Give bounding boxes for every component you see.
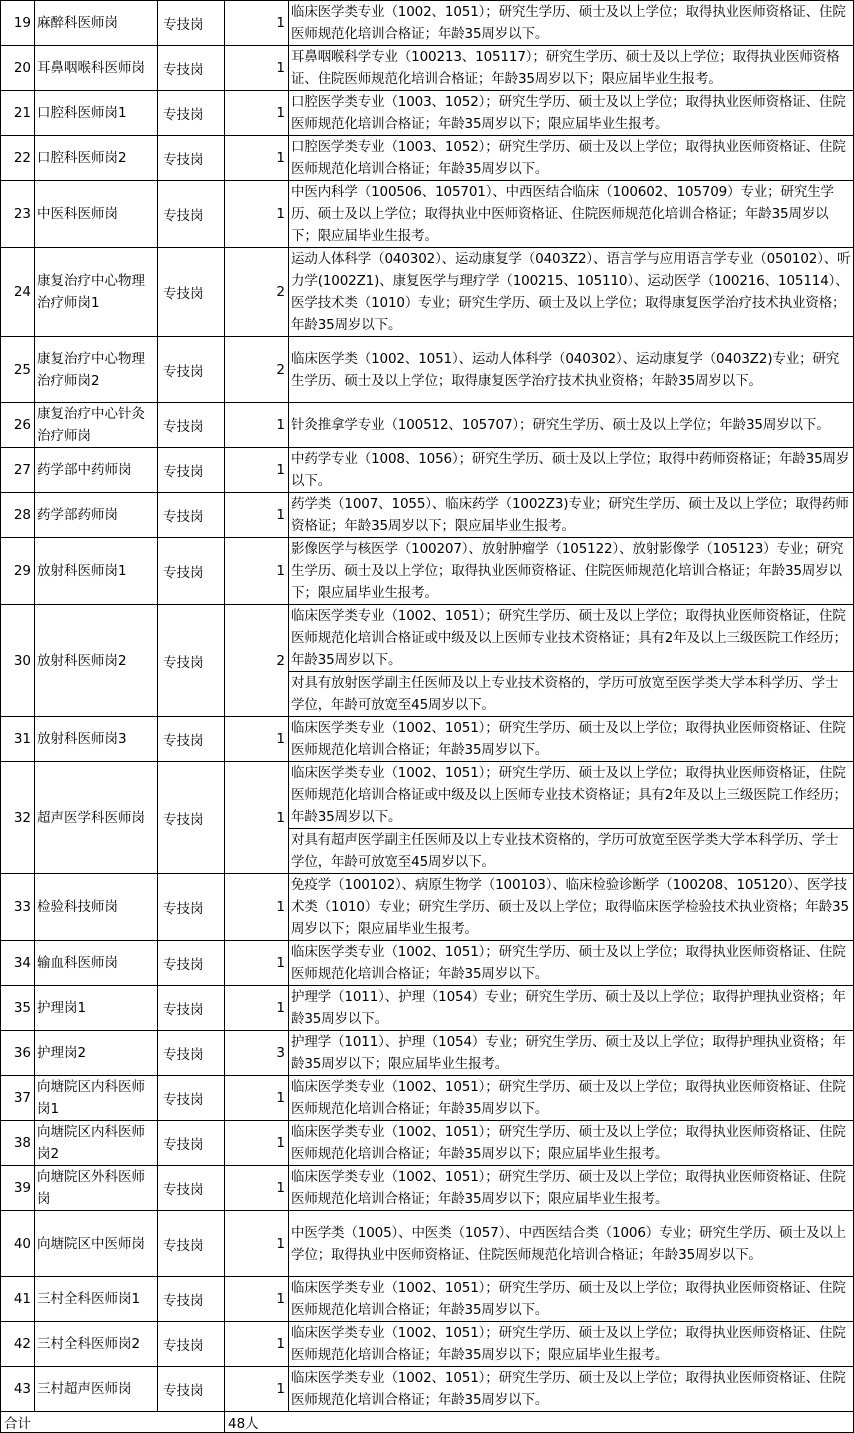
hire-count: 1 — [225, 493, 289, 538]
row-number: 32 — [1, 762, 35, 874]
post-type: 专技岗 — [158, 874, 225, 941]
post-type: 专技岗 — [158, 403, 225, 448]
post-type: 专技岗 — [158, 1211, 225, 1277]
requirements: 临床医学类专业（1002、1051）；研究生学历、硕士及以上学位；取得执业医师资格证，住院医师规范化培训合格证或中级及以上医师专业技术资格证；具有2年及以上三级医院工作经历；年龄35周岁以下。 — [289, 605, 854, 672]
requirements: 中医内科学（100506、105701）、中西医结合临床（100602、105709）专业；研究生学历、硕士及以上学位；取得执业中医师资格证、住院医师规范化培训合格证；年龄35周岁以下；限应届毕业生报考。 — [289, 181, 854, 248]
hire-count: 2 — [225, 337, 289, 403]
row-number: 39 — [1, 1166, 35, 1211]
table-row — [1, 605, 854, 672]
post-type: 专技岗 — [158, 762, 225, 874]
requirements: 口腔医学类专业（1003、1052）；研究生学历、硕士及以上学位；取得执业医师资格证、住院医师规范化培训合格证；年龄35周岁以下。 — [289, 136, 854, 181]
post-type: 专技岗 — [158, 493, 225, 538]
hire-count: 1 — [225, 1367, 289, 1412]
post-name: 向塘院区外科医师岗 — [35, 1166, 158, 1211]
requirements: 临床医学类专业（1002、1051）；研究生学历、硕士及以上学位；取得执业医师资格证、住院医师规范化培训合格证；年龄35周岁以下。 — [289, 941, 854, 986]
table-row — [1, 538, 854, 605]
hire-count: 1 — [225, 181, 289, 248]
requirements: 对具有超声医学副主任医师及以上专业技术资格的，学历可放宽至医学类大学本科学历、学士学位，年龄可放宽至45周岁以下。 — [289, 829, 854, 874]
requirements: 运动人体科学（040302）、运动康复学（0403Z2）、语言学与应用语言学专业（050102）、听力学(1002Z1)、康复医学与理疗学（100215、105110）、运动医学（100216、105114）、医学技术类（1010）专业；研究生学历、硕士及以上学位；取得康复医学治疗技术执业资格；年龄35周岁以下。 — [289, 248, 854, 337]
post-name: 放射科医师岗1 — [35, 538, 158, 605]
table-row — [1, 986, 854, 1031]
hire-count: 1 — [225, 1211, 289, 1277]
post-name: 向塘院区中医师岗 — [35, 1211, 158, 1277]
post-type: 专技岗 — [158, 1076, 225, 1121]
hire-count: 1 — [225, 136, 289, 181]
row-number: 41 — [1, 1277, 35, 1322]
requirements: 中医学类（1005）、中医类（1057）、中西医结合类（1006）专业；研究生学历、硕士及以上学位；取得执业中医师资格证、住院医师规范化培训合格证；年龄35周岁以下。 — [289, 1211, 854, 1277]
row-number: 33 — [1, 874, 35, 941]
table-row — [1, 1076, 854, 1121]
row-number: 37 — [1, 1076, 35, 1121]
table-row — [1, 448, 854, 493]
hire-count: 1 — [225, 941, 289, 986]
hire-count: 1 — [225, 91, 289, 136]
table-row — [1, 493, 854, 538]
post-type: 专技岗 — [158, 46, 225, 91]
post-type: 专技岗 — [158, 986, 225, 1031]
row-number: 31 — [1, 717, 35, 762]
post-type: 专技岗 — [158, 248, 225, 337]
post-name: 向塘院区内科医师岗1 — [35, 1076, 158, 1121]
row-number: 29 — [1, 538, 35, 605]
hire-count: 1 — [225, 874, 289, 941]
requirements: 免疫学（100102）、病原生物学（100103）、临床检验诊断学（100208、105120）、医学技术类（1010）专业；研究生学历、硕士及以上学位；取得临床医学检验技术执业资格；年龄35周岁以下；限应届毕业生报考。 — [289, 874, 854, 941]
hire-count: 2 — [225, 248, 289, 337]
row-number: 43 — [1, 1367, 35, 1412]
post-type: 专技岗 — [158, 538, 225, 605]
row-number: 38 — [1, 1121, 35, 1166]
post-name: 向塘院区内科医师岗2 — [35, 1121, 158, 1166]
hire-count: 1 — [225, 1277, 289, 1322]
hire-count: 1 — [225, 986, 289, 1031]
post-name: 药学部中药师岗 — [35, 448, 158, 493]
row-number: 24 — [1, 248, 35, 337]
row-number: 40 — [1, 1211, 35, 1277]
hire-count: 1 — [225, 538, 289, 605]
table-row — [1, 874, 854, 941]
table-row — [1, 941, 854, 986]
hire-count: 1 — [225, 762, 289, 874]
row-number: 21 — [1, 91, 35, 136]
post-name: 中医科医师岗 — [35, 181, 158, 248]
hire-count: 3 — [225, 1031, 289, 1076]
requirements: 护理学（1011）、护理（1054）专业；研究生学历、硕士及以上学位；取得护理执业资格；年龄35周岁以下；限应届毕业生报考。 — [289, 1031, 854, 1076]
requirements: 临床医学类专业（1002、1051）；研究生学历、硕士及以上学位；取得执业医师资格证、住院医师规范化培训合格证；年龄35周岁以下。 — [289, 1076, 854, 1121]
post-name: 护理岗2 — [35, 1031, 158, 1076]
table-body — [1, 1, 854, 1412]
table-row — [1, 181, 854, 248]
row-number: 22 — [1, 136, 35, 181]
hire-count: 1 — [225, 717, 289, 762]
post-name: 护理岗1 — [35, 986, 158, 1031]
post-name: 放射科医师岗3 — [35, 717, 158, 762]
post-name: 药学部药师岗 — [35, 493, 158, 538]
row-number: 42 — [1, 1322, 35, 1367]
post-type: 专技岗 — [158, 337, 225, 403]
requirements: 对具有放射医学副主任医师及以上专业技术资格的，学历可放宽至医学类大学本科学历、学士学位，年龄可放宽至45周岁以下。 — [289, 672, 854, 717]
requirements: 耳鼻咽喉科学专业（100213、105117）；研究生学历、硕士及以上学位；取得执业医师资格证、住院医师规范化培训合格证；年龄35周岁以下；限应届毕业生报考。 — [289, 46, 854, 91]
post-name: 康复治疗中心物理治疗师岗1 — [35, 248, 158, 337]
hire-count: 1 — [225, 1166, 289, 1211]
table-row — [1, 403, 854, 448]
requirements: 药学类（1007、1055）、临床药学（1002Z3)专业；研究生学历、硕士及以上学位；取得药师资格证；年龄35周岁以下；限应届毕业生报考。 — [289, 493, 854, 538]
row-number: 28 — [1, 493, 35, 538]
hire-count: 1 — [225, 1322, 289, 1367]
total-row — [1, 1412, 854, 1433]
row-number: 19 — [1, 1, 35, 46]
table-row — [1, 46, 854, 91]
hire-count: 1 — [225, 1076, 289, 1121]
post-type: 专技岗 — [158, 91, 225, 136]
table-row — [1, 248, 854, 337]
row-number: 35 — [1, 986, 35, 1031]
post-type: 专技岗 — [158, 717, 225, 762]
post-name: 超声医学科医师岗 — [35, 762, 158, 874]
post-type: 专技岗 — [158, 1031, 225, 1076]
hire-count: 1 — [225, 403, 289, 448]
post-name: 检验科技师岗 — [35, 874, 158, 941]
post-name: 口腔科医师岗2 — [35, 136, 158, 181]
table-row — [1, 91, 854, 136]
hire-count: 1 — [225, 1121, 289, 1166]
post-name: 三村全科医师岗1 — [35, 1277, 158, 1322]
row-number: 36 — [1, 1031, 35, 1076]
table-row — [1, 136, 854, 181]
post-type: 专技岗 — [158, 1, 225, 46]
table-row — [1, 1322, 854, 1367]
table-row — [1, 762, 854, 829]
post-type: 专技岗 — [158, 941, 225, 986]
table-row — [1, 1166, 854, 1211]
post-type: 专技岗 — [158, 181, 225, 248]
requirements: 临床医学类专业（1002、1051）；研究生学历、硕士及以上学位；取得执业医师资格证、住院医师规范化培训合格证；年龄35周岁以下。 — [289, 1277, 854, 1322]
requirements: 临床医学类专业（1002、1051）；研究生学历、硕士及以上学位；取得执业医师资格证、住院医师规范化培训合格证；年龄35周岁以下。 — [289, 1367, 854, 1412]
requirements: 中药学专业（1008、1056）；研究生学历、硕士及以上学位；取得中药师资格证；年龄35周岁以下。 — [289, 448, 854, 493]
post-name: 康复治疗中心物理治疗师岗2 — [35, 337, 158, 403]
post-type: 专技岗 — [158, 605, 225, 717]
requirements: 临床医学类专业（1002、1051）；研究生学历、硕士及以上学位；取得执业医师资格证、住院医师规范化培训合格证；年龄35周岁以下；限应届毕业生报考。 — [289, 1166, 854, 1211]
post-type: 专技岗 — [158, 136, 225, 181]
post-name: 耳鼻咽喉科医师岗 — [35, 46, 158, 91]
row-number: 20 — [1, 46, 35, 91]
hire-count: 1 — [225, 1, 289, 46]
table-row — [1, 1277, 854, 1322]
post-type: 专技岗 — [158, 1367, 225, 1412]
row-number: 25 — [1, 337, 35, 403]
table-row — [1, 1121, 854, 1166]
row-number: 30 — [1, 605, 35, 717]
row-number: 27 — [1, 448, 35, 493]
requirements: 影像医学与核医学（100207）、放射肿瘤学（105122）、放射影像学（105123）专业；研究生学历、硕士及以上学位；取得执业医师资格证、住院医师规范化培训合格证；年龄35周岁以下；限应届毕业生报考。 — [289, 538, 854, 605]
post-name: 麻醉科医师岗 — [35, 1, 158, 46]
table-row — [1, 1, 854, 46]
post-name: 康复治疗中心针灸治疗师岗 — [35, 403, 158, 448]
requirements: 护理学（1011）、护理（1054）专业；研究生学历、硕士及以上学位；取得护理执业资格；年龄35周岁以下。 — [289, 986, 854, 1031]
post-name: 输血科医师岗 — [35, 941, 158, 986]
requirements: 临床医学类专业（1002、1051）；研究生学历、硕士及以上学位；取得执业医师资格证、住院医师规范化培训合格证；年龄35周岁以下。 — [289, 1, 854, 46]
post-name: 口腔科医师岗1 — [35, 91, 158, 136]
requirements: 临床医学类（1002、1051）、运动人体科学（040302）、运动康复学（0403Z2)专业；研究生学历、硕士及以上学位；取得康复医学治疗技术执业资格；年龄35周岁以下。 — [289, 337, 854, 403]
row-number: 34 — [1, 941, 35, 986]
hire-count: 2 — [225, 605, 289, 717]
requirements: 针灸推拿学专业（100512、105707）；研究生学历、硕士及以上学位；年龄35周岁以下。 — [289, 403, 854, 448]
table-row — [1, 1031, 854, 1076]
post-name: 放射科医师岗2 — [35, 605, 158, 717]
requirements: 临床医学类专业（1002、1051）；研究生学历、硕士及以上学位；取得执业医师资格证、住院医师规范化培训合格证；年龄35周岁以下。 — [289, 717, 854, 762]
post-type: 专技岗 — [158, 1277, 225, 1322]
requirements: 临床医学类专业（1002、1051）；研究生学历、硕士及以上学位；取得执业医师资格证、住院医师规范化培训合格证；年龄35周岁以下；限应届毕业生报考。 — [289, 1121, 854, 1166]
row-number: 26 — [1, 403, 35, 448]
total-value: 48人 — [225, 1412, 854, 1433]
row-number: 23 — [1, 181, 35, 248]
total-label: 合计 — [1, 1412, 225, 1433]
requirements: 临床医学类专业（1002、1051）；研究生学历、硕士及以上学位；取得执业医师资格证、住院医师规范化培训合格证；年龄35周岁以下；限应届毕业生报考。 — [289, 1322, 854, 1367]
hire-count: 1 — [225, 448, 289, 493]
hire-count: 1 — [225, 46, 289, 91]
post-type: 专技岗 — [158, 1166, 225, 1211]
table-row — [1, 1367, 854, 1412]
post-name: 三村超声医师岗 — [35, 1367, 158, 1412]
table-row — [1, 337, 854, 403]
post-type: 专技岗 — [158, 1121, 225, 1166]
requirements: 临床医学类专业（1002、1051）；研究生学历、硕士及以上学位；取得执业医师资格证，住院医师规范化培训合格证或中级及以上医师专业技术资格证；具有2年及以上三级医院工作经历；年龄35周岁以下。 — [289, 762, 854, 829]
requirements: 口腔医学类专业（1003、1052）；研究生学历、硕士及以上学位；取得执业医师资格证、住院医师规范化培训合格证；年龄35周岁以下；限应届毕业生报考。 — [289, 91, 854, 136]
post-type: 专技岗 — [158, 448, 225, 493]
post-name: 三村全科医师岗2 — [35, 1322, 158, 1367]
post-type: 专技岗 — [158, 1322, 225, 1367]
table-row — [1, 717, 854, 762]
table-row — [1, 1211, 854, 1277]
